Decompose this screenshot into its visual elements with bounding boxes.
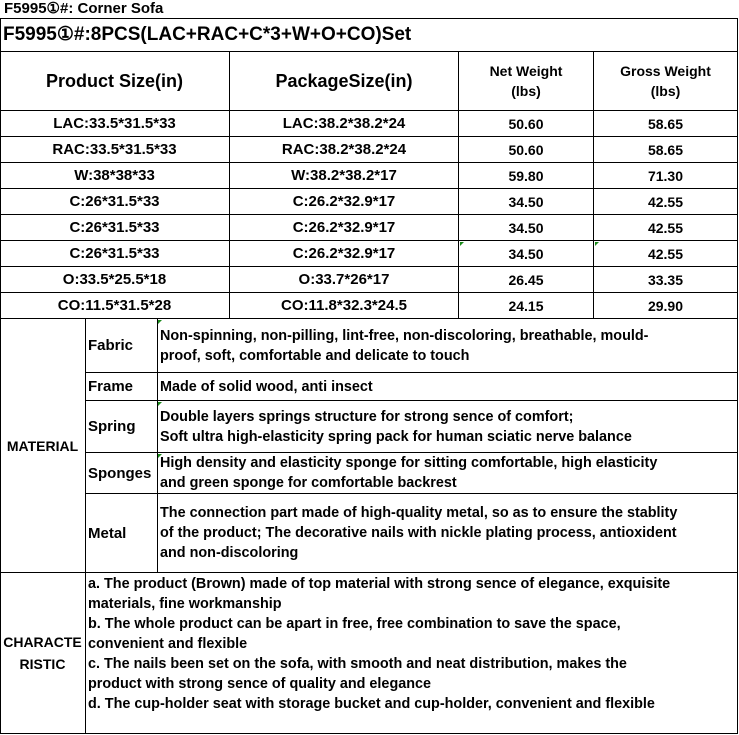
set-title: F5995①#:8PCS(LAC+RAC+C*3+W+O+CO)Set [0,18,738,52]
header-net-weight [459,52,594,111]
row-net-weight-cell: 34.50 [459,189,594,215]
row-package-size-cell: C:26.2*32.9*17 [230,241,459,267]
row-product-size-cell: O:33.5*25.5*18 [0,267,230,293]
characteristic-line: d. The cup-holder seat with storage bucket and cup-holder, convenient and flexible [88,696,655,712]
material-frame-label: Frame [86,373,158,401]
row-package-size-cell: C:26.2*32.9*17 [230,215,459,241]
characteristic-label-line1: CHARACTE [3,634,82,650]
characteristic-text [86,573,738,734]
material-sponges-label: Sponges [86,453,158,494]
row-gross-weight-cell: 33.35 [594,267,738,293]
header-net-weight-unit: (lbs) [511,83,541,99]
row-net-weight-cell: 50.60 [459,137,594,163]
description-line: of the product; The decorative nails with nickle plating process, antioxident [160,525,677,541]
row-product-size-cell: LAC:33.5*31.5*33 [0,111,230,137]
row-gross-weight-cell: 42.55 [594,189,738,215]
material-metal-description [158,494,738,573]
row-gross-weight-cell: 58.65 [594,111,738,137]
header-gross-weight-unit: (lbs) [650,83,681,99]
row-net-weight-cell: 34.50 [459,241,594,267]
header-package-size: PackageSize(in) [230,52,459,111]
characteristic-label [0,573,86,734]
header-gross-weight [594,52,738,111]
comment-marker-icon [595,242,599,246]
header-product-size: Product Size(in) [0,52,230,111]
comment-marker-icon [158,402,162,406]
description-line: Double layers springs structure for strong sence of comfort; [160,408,574,425]
row-net-weight-cell: 50.60 [459,111,594,137]
material-sponges-description [158,453,738,494]
characteristic-label-line2: RISTIC [19,656,66,672]
spec-table [0,18,738,734]
description-line: High density and elasticity sponge for sitting comfortable, high elasticity [160,455,658,471]
description-line: proof, soft, comfortable and delicate to touch [160,347,470,364]
sheet-caption: F5995①#: Corner Sofa [4,0,164,17]
characteristic-line: a. The product (Brown) made of top material with strong sence of elegance, exquisite [88,576,671,592]
row-product-size-cell: CO:11.5*31.5*28 [0,293,230,319]
row-package-size-cell: RAC:38.2*38.2*24 [230,137,459,163]
comment-marker-icon [158,454,162,458]
description-line: and non-discoloring [160,545,299,561]
description-line: Non-spinning, non-pilling, lint-free, non-discoloring, breathable, mould- [160,327,649,344]
row-gross-weight-cell: 58.65 [594,137,738,163]
description-line: and green sponge for comfortable backrest [160,475,457,491]
description-line: The connection part made of high-quality metal, so as to ensure the stablity [160,505,678,521]
row-net-weight-cell: 26.45 [459,267,594,293]
characteristic-line: product with strong sence of quality and elegance [88,676,432,692]
row-gross-weight-cell: 42.55 [594,215,738,241]
characteristic-line: materials, fine workmanship [88,596,282,612]
material-fabric-description [158,319,738,373]
material-spring-description [158,401,738,453]
row-package-size-cell: LAC:38.2*38.2*24 [230,111,459,137]
material-frame-description [158,373,738,401]
material-metal-label: Metal [86,494,158,573]
characteristic-line: convenient and flexible [88,636,248,652]
row-product-size-cell: RAC:33.5*31.5*33 [0,137,230,163]
header-gross-weight-label: Gross Weight [620,63,711,79]
material-fabric-label: Fabric [86,319,158,373]
description-line: Made of solid wood, anti insect [160,378,373,395]
row-product-size-cell: W:38*38*33 [0,163,230,189]
comment-marker-icon [158,320,162,324]
row-net-weight-cell: 34.50 [459,215,594,241]
material-spring-label: Spring [86,401,158,453]
material-label: MATERIAL [0,319,86,573]
row-package-size-cell: C:26.2*32.9*17 [230,189,459,215]
row-net-weight-cell: 59.80 [459,163,594,189]
comment-marker-icon [460,242,464,246]
characteristic-line: b. The whole product can be apart in free, free combination to save the space, [88,616,621,632]
row-product-size-cell: C:26*31.5*33 [0,241,230,267]
row-gross-weight-cell: 29.90 [594,293,738,319]
characteristic-line: c. The nails been set on the sofa, with smooth and neat distribution, makes the [88,656,627,672]
row-package-size-cell: W:38.2*38.2*17 [230,163,459,189]
description-line: Soft ultra high-elasticity spring pack for human sciatic nerve balance [160,428,632,445]
row-gross-weight-cell: 71.30 [594,163,738,189]
row-product-size-cell: C:26*31.5*33 [0,189,230,215]
row-package-size-cell: O:33.7*26*17 [230,267,459,293]
row-package-size-cell: CO:11.8*32.3*24.5 [230,293,459,319]
row-net-weight-cell: 24.15 [459,293,594,319]
header-net-weight-label: Net Weight [489,63,563,79]
row-gross-weight-cell: 42.55 [594,241,738,267]
row-product-size-cell: C:26*31.5*33 [0,215,230,241]
